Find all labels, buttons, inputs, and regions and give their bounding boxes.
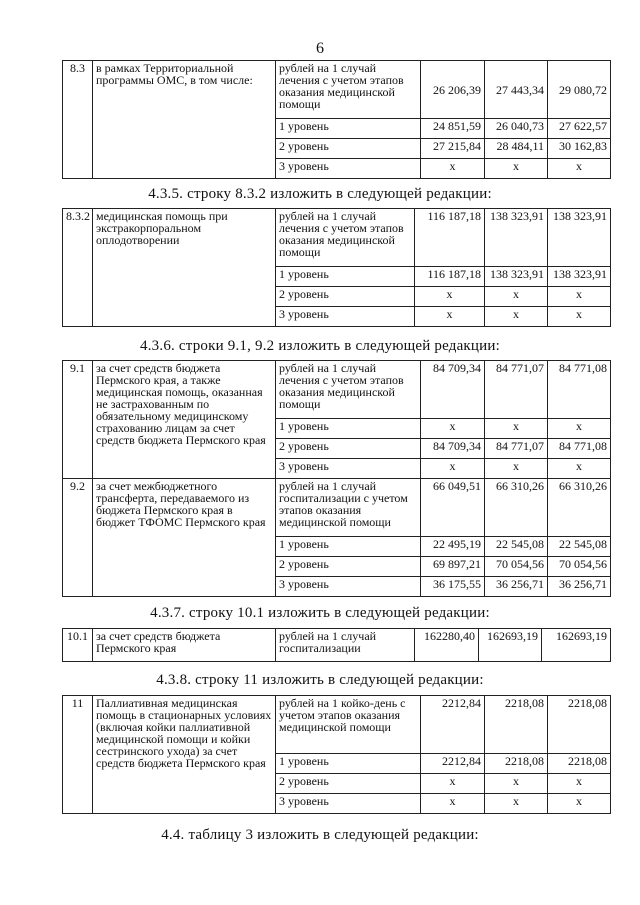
table-row [63,209,611,267]
unit-cell: рублей на 1 случай лечения с учетом этапов оказания медицинской помощи [276,361,421,419]
section-heading: 4.3.7. строку 10.1 изложить в следующей редакции: [150,605,490,621]
level-label: 2 уровень [276,139,421,159]
value-cell: 84 771,07 [485,439,548,459]
level-label: 3 уровень [276,459,421,479]
value-cell: 26 040,73 [485,119,548,139]
value-cell: x [485,307,548,327]
level-label: 2 уровень [276,439,421,459]
value-cell: 162693,19 [542,629,611,662]
unit-cell: рублей на 1 случай лечения с учетом этапов оказания медицинской помощи [276,61,421,119]
value-cell: x [548,774,611,794]
table-row [63,696,611,754]
value-cell: 27 622,57 [548,119,611,139]
table-row [63,61,611,119]
level-label: 3 уровень [276,794,421,814]
value-cell: x [485,287,548,307]
row-description: за счет средств бюджета Пермского края, а также медицинская помощь, оказанная не застрахованным по обязательному медицинскому страхованию лицам за счет средств бюджета Пермского края [93,361,276,479]
value-cell: x [548,159,611,179]
value-cell: 36 256,71 [485,577,548,597]
value-cell: 138 323,91 [548,267,611,287]
row-code: 8.3.2 [63,209,93,327]
level-label: 3 уровень [276,577,421,597]
section-heading: 4.3.6. строки 9.1, 9.2 изложить в следующей редакции: [140,338,500,354]
value-cell: 138 323,91 [548,209,611,267]
value-cell: 84 771,08 [548,361,611,419]
level-label: 2 уровень [276,774,421,794]
value-cell: x [548,459,611,479]
value-cell: 84 771,08 [548,439,611,459]
level-label: 1 уровень [276,119,421,139]
value-cell: 2218,08 [485,696,548,754]
value-cell: 116 187,18 [415,209,485,267]
value-cell: 84 771,07 [485,361,548,419]
level-label: 2 уровень [276,287,415,307]
unit-cell: рублей на 1 случай госпитализации с учетом этапов оказания медицинской помощи [276,479,421,537]
row-description: за счет межбюджетного трансферта, передаваемого из бюджета Пермского края в бюджет ТФОМС Пермского края [93,479,276,597]
value-cell: 2218,08 [548,754,611,774]
section-heading: 4.3.8. строку 11 изложить в следующей редакции: [156,672,484,688]
level-label: 1 уровень [276,754,421,774]
value-cell: 70 054,56 [485,557,548,577]
value-cell: 66 049,51 [421,479,485,537]
value-cell: x [421,419,485,439]
value-cell: 2218,08 [485,754,548,774]
row-description: Паллиативная медицинская помощь в стационарных условиях (включая койки паллиативной медицинской помощи и койки сестринского ухода) за счет средств бюджета Пермского края [93,696,276,814]
unit-cell: рублей на 1 случай лечения с учетом этапов оказания медицинской помощи [276,209,415,267]
value-cell: x [485,459,548,479]
unit-cell: рублей на 1 случай госпитализации [276,629,415,662]
row-description: в рамках Территориальной программы ОМС, в том числе: [93,61,276,179]
value-cell: 24 851,59 [421,119,485,139]
level-label: 3 уровень [276,307,415,327]
value-cell: 27 443,34 [485,61,548,119]
page-number: 6 [316,40,324,57]
value-cell: 27 215,84 [421,139,485,159]
value-cell: 116 187,18 [415,267,485,287]
value-cell: 30 162,83 [548,139,611,159]
row-code: 9.1 [63,361,93,479]
value-cell: 69 897,21 [421,557,485,577]
value-cell: 84 709,34 [421,439,485,459]
value-cell: 36 256,71 [548,577,611,597]
table-row [63,479,611,537]
value-cell: x [421,774,485,794]
value-cell: 70 054,56 [548,557,611,577]
unit-cell: рублей на 1 койко-день с учетом этапов оказания медицинской помощи [276,696,421,754]
value-cell: 138 323,91 [485,267,548,287]
section-heading: 4.4. таблицу 3 изложить в следующей редакции: [161,827,479,843]
table-11 [62,695,611,814]
table-10-1 [62,628,611,662]
value-cell: x [485,774,548,794]
section-heading: 4.3.5. строку 8.3.2 изложить в следующей редакции: [148,186,492,202]
value-cell: x [421,159,485,179]
value-cell: 22 545,08 [548,537,611,557]
value-cell: x [548,419,611,439]
level-label: 1 уровень [276,267,415,287]
row-code: 10.1 [63,629,93,662]
level-label: 3 уровень [276,159,421,179]
row-code: 11 [63,696,93,814]
value-cell: 66 310,26 [485,479,548,537]
row-description: за счет средств бюджета Пермского края [93,629,276,662]
value-cell: x [485,794,548,814]
value-cell: x [421,459,485,479]
value-cell: 22 545,08 [485,537,548,557]
value-cell: 162693,19 [479,629,542,662]
value-cell: x [421,794,485,814]
value-cell: x [415,287,485,307]
value-cell: 138 323,91 [485,209,548,267]
value-cell: 26 206,39 [421,61,485,119]
table-9-1-9-2 [62,360,611,597]
value-cell: 162280,40 [415,629,479,662]
value-cell: x [548,794,611,814]
value-cell: x [485,159,548,179]
value-cell: 22 495,19 [421,537,485,557]
level-label: 1 уровень [276,537,421,557]
value-cell: x [485,419,548,439]
level-label: 2 уровень [276,557,421,577]
value-cell: 2212,84 [421,696,485,754]
value-cell: 66 310,26 [548,479,611,537]
row-description: медицинская помощь при экстракорпоральном оплодотворении [93,209,276,327]
table-8-3 [62,60,611,179]
table-row [63,629,611,662]
value-cell: 84 709,34 [421,361,485,419]
row-code: 9.2 [63,479,93,597]
value-cell: 36 175,55 [421,577,485,597]
table-8-3-2 [62,208,611,327]
value-cell: x [548,307,611,327]
value-cell: 2218,08 [548,696,611,754]
value-cell: 28 484,11 [485,139,548,159]
value-cell: 2212,84 [421,754,485,774]
value-cell: x [548,287,611,307]
row-code: 8.3 [63,61,93,179]
level-label: 1 уровень [276,419,421,439]
table-row [63,361,611,419]
value-cell: x [415,307,485,327]
value-cell: 29 080,72 [548,61,611,119]
